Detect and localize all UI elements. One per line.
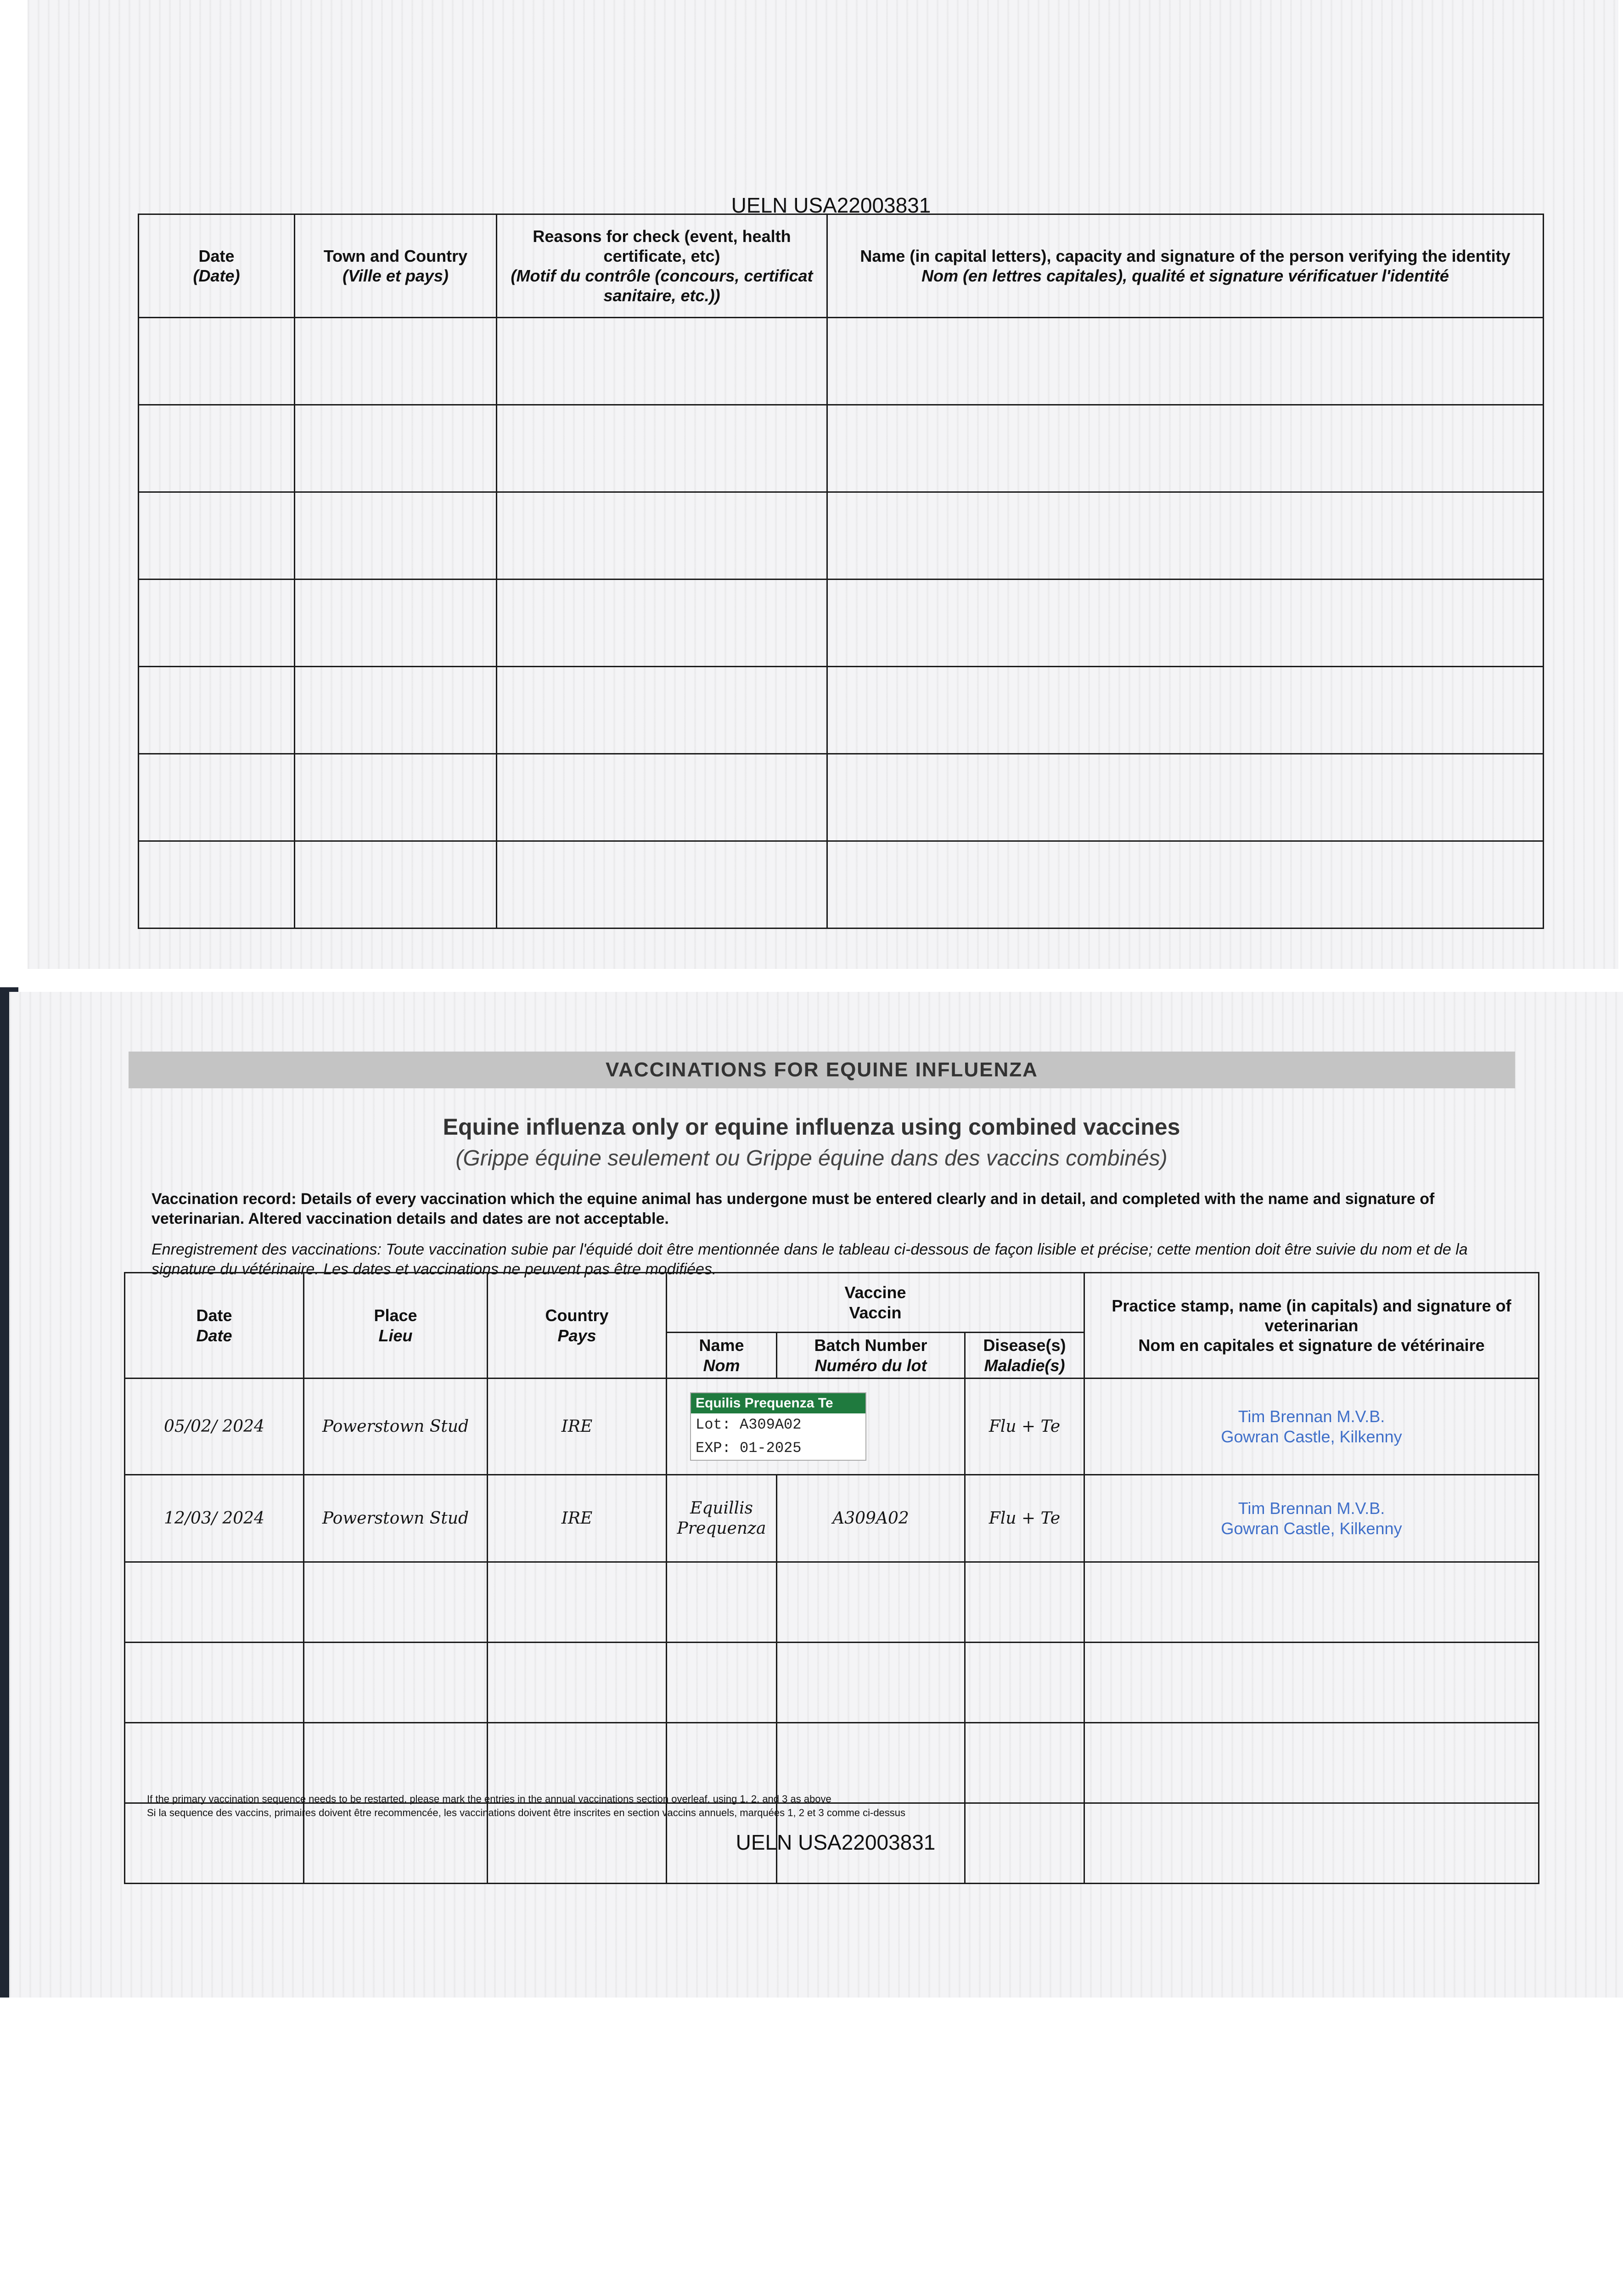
place-header: Place Lieu bbox=[304, 1273, 488, 1379]
vet-stamp-cell bbox=[1084, 1379, 1539, 1475]
table-cell[interactable] bbox=[295, 580, 497, 667]
table-cell[interactable] bbox=[667, 1723, 777, 1803]
table-cell[interactable] bbox=[827, 667, 1544, 754]
country-header: Country Pays bbox=[488, 1273, 667, 1379]
batch-number-header: Batch Number Numéro du lot bbox=[777, 1333, 965, 1379]
table-row bbox=[139, 754, 1544, 841]
table-cell[interactable] bbox=[304, 1723, 488, 1803]
identity-checks-table bbox=[138, 214, 1544, 929]
vet-name: Tim Brennan M.V.B. bbox=[1238, 1407, 1385, 1426]
table-cell[interactable] bbox=[125, 1562, 304, 1643]
vaccination-row-2 bbox=[125, 1475, 1539, 1562]
table-row bbox=[139, 580, 1544, 667]
vacc-disease-cell: Flu + Te bbox=[965, 1475, 1084, 1562]
table-cell[interactable] bbox=[139, 667, 295, 754]
table-cell[interactable] bbox=[667, 1643, 777, 1723]
footnote-en: If the primary vaccination sequence needs to be restarted, please mark the entries in the annual vaccinations section overleaf, using 1, 2, and 3 as above bbox=[147, 1793, 831, 1805]
table-cell[interactable] bbox=[139, 318, 295, 405]
ueln-bottom: UELN USA22003831 bbox=[736, 1830, 936, 1854]
table-cell[interactable] bbox=[1084, 1562, 1539, 1643]
vaccine-name-header: Name Nom bbox=[667, 1333, 777, 1379]
table-cell[interactable] bbox=[295, 492, 497, 580]
vacc-disease-cell: Flu + Te bbox=[965, 1379, 1084, 1475]
vacc-vaccine-name-cell: Equillis Prequenza bbox=[667, 1475, 777, 1562]
table-row bbox=[139, 492, 1544, 580]
table-cell[interactable] bbox=[497, 754, 827, 841]
vacc-date-cell: 05/02/ 2024 bbox=[125, 1379, 304, 1475]
table-cell[interactable] bbox=[965, 1562, 1084, 1643]
vaccination-record-fr: Enregistrement des vaccinations: Toute vaccination subie par l'équidé doit être mentionnée dans le tableau ci-dessous de façon lisible et précise; cette mention doit être suivie du nom et de la signature du vétérinaire. Les dates et vaccinations ne peuvent pas être modifiées. bbox=[152, 1241, 1468, 1278]
table-cell[interactable] bbox=[139, 841, 295, 929]
stamp-header: Practice stamp, name (in capitals) and signature of veterinarian Nom en capitales et signature de vétérinaire bbox=[1084, 1273, 1539, 1379]
table-cell[interactable] bbox=[139, 492, 295, 580]
vacc-header-row-1 bbox=[125, 1273, 1539, 1333]
ueln-top: UELN USA22003831 bbox=[731, 193, 931, 217]
table-cell[interactable] bbox=[295, 754, 497, 841]
table-cell[interactable] bbox=[1084, 1723, 1539, 1803]
table-cell[interactable] bbox=[777, 1643, 965, 1723]
table-cell[interactable] bbox=[667, 1562, 777, 1643]
vaccinations-table bbox=[124, 1272, 1539, 1884]
table-cell[interactable] bbox=[295, 405, 497, 492]
col-date-header: Date (Date) bbox=[139, 214, 295, 318]
table-cell[interactable] bbox=[139, 405, 295, 492]
table-cell[interactable] bbox=[488, 1643, 667, 1723]
sticker-exp: EXP: 01-2025 bbox=[696, 1439, 802, 1457]
table-row bbox=[139, 667, 1544, 754]
table-cell[interactable] bbox=[965, 1723, 1084, 1803]
table-cell[interactable] bbox=[827, 492, 1544, 580]
vaccination-row-1 bbox=[125, 1379, 1539, 1475]
table-row bbox=[139, 405, 1544, 492]
vet-stamp-cell bbox=[1084, 1475, 1539, 1562]
table-cell[interactable] bbox=[125, 1643, 304, 1723]
date-header: Date Date bbox=[125, 1273, 304, 1379]
col-town-header: Town and Country (Ville et pays) bbox=[295, 214, 497, 318]
vet-place: Gowran Castle, Kilkenny bbox=[1221, 1519, 1402, 1538]
table-row bbox=[139, 841, 1544, 929]
vacc-place-cell: Powerstown Stud bbox=[304, 1379, 488, 1475]
table-cell[interactable] bbox=[827, 754, 1544, 841]
table-cell[interactable] bbox=[777, 1723, 965, 1803]
sticker-lot: Lot: A309A02 bbox=[696, 1416, 802, 1434]
vacc-country-cell: IRE bbox=[488, 1379, 667, 1475]
table-cell[interactable] bbox=[827, 580, 1544, 667]
vacc-country-cell: IRE bbox=[488, 1475, 667, 1562]
table-cell[interactable] bbox=[488, 1562, 667, 1643]
table-cell[interactable] bbox=[139, 580, 295, 667]
checks-header-row bbox=[139, 214, 1544, 318]
table-cell[interactable] bbox=[965, 1643, 1084, 1723]
col-reasons-header: Reasons for check (event, health certificate, etc) (Motif du contrôle (concours, certificat sanitaire, etc.)) bbox=[497, 214, 827, 318]
disease-header: Disease(s) Maladie(s) bbox=[965, 1333, 1084, 1379]
vaccine-sticker-cell bbox=[667, 1379, 965, 1475]
table-cell[interactable] bbox=[295, 841, 497, 929]
table-cell[interactable] bbox=[497, 492, 827, 580]
vaccinations-banner: VACCINATIONS FOR EQUINE INFLUENZA bbox=[129, 1052, 1515, 1088]
table-cell[interactable] bbox=[295, 667, 497, 754]
table-cell[interactable] bbox=[497, 841, 827, 929]
table-cell[interactable] bbox=[497, 405, 827, 492]
table-cell[interactable] bbox=[125, 1723, 304, 1803]
table-cell[interactable] bbox=[497, 580, 827, 667]
table-row bbox=[125, 1643, 1539, 1723]
table-cell[interactable] bbox=[827, 841, 1544, 929]
table-row bbox=[125, 1562, 1539, 1643]
subtitle-en: Equine influenza only or equine influenza using combined vaccines bbox=[443, 1114, 1180, 1140]
table-cell[interactable] bbox=[497, 667, 827, 754]
vacc-date-cell: 12/03/ 2024 bbox=[125, 1475, 304, 1562]
table-cell[interactable] bbox=[304, 1643, 488, 1723]
table-cell[interactable] bbox=[777, 1562, 965, 1643]
vet-name: Tim Brennan M.V.B. bbox=[1238, 1499, 1385, 1518]
vaccination-record-en: Vaccination record: Details of every vaccination which the equine animal has undergone must be entered clearly and in detail, and completed with the name and signature of veterinarian. Altered vaccination details and dates are not acceptable. bbox=[152, 1190, 1435, 1227]
vacc-place-cell: Powerstown Stud bbox=[304, 1475, 488, 1562]
vacc-batch-cell: A309A02 bbox=[777, 1475, 965, 1562]
table-row bbox=[125, 1723, 1539, 1803]
table-cell[interactable] bbox=[295, 318, 497, 405]
col-verifier-header: Name (in capital letters), capacity and signature of the person verifying the identity Nom (en lettres capitales), qualité et signature vérificatuer l'identité bbox=[827, 214, 1544, 318]
table-cell[interactable] bbox=[139, 754, 295, 841]
table-cell[interactable] bbox=[497, 318, 827, 405]
vaccine-header: Vaccine Vaccin bbox=[667, 1273, 1084, 1333]
table-cell[interactable] bbox=[827, 318, 1544, 405]
subtitle-fr: (Grippe équine seulement ou Grippe équine dans des vaccins combinés) bbox=[455, 1146, 1168, 1171]
vet-place: Gowran Castle, Kilkenny bbox=[1221, 1427, 1402, 1446]
vaccine-sticker-label bbox=[690, 1392, 866, 1461]
table-cell[interactable] bbox=[827, 405, 1544, 492]
table-cell[interactable] bbox=[1084, 1643, 1539, 1723]
table-cell[interactable] bbox=[304, 1562, 488, 1643]
footnote-fr: Si la sequence des vaccins, primaires doivent être recommencée, les vaccinations doivent être inscrites en section vaccins annuels, marquées 1, 2 et 3 comme ci-dessus bbox=[147, 1807, 906, 1818]
table-cell[interactable] bbox=[488, 1723, 667, 1803]
table-row bbox=[139, 318, 1544, 405]
sticker-brand: Equilis Prequenza Te bbox=[691, 1393, 865, 1413]
